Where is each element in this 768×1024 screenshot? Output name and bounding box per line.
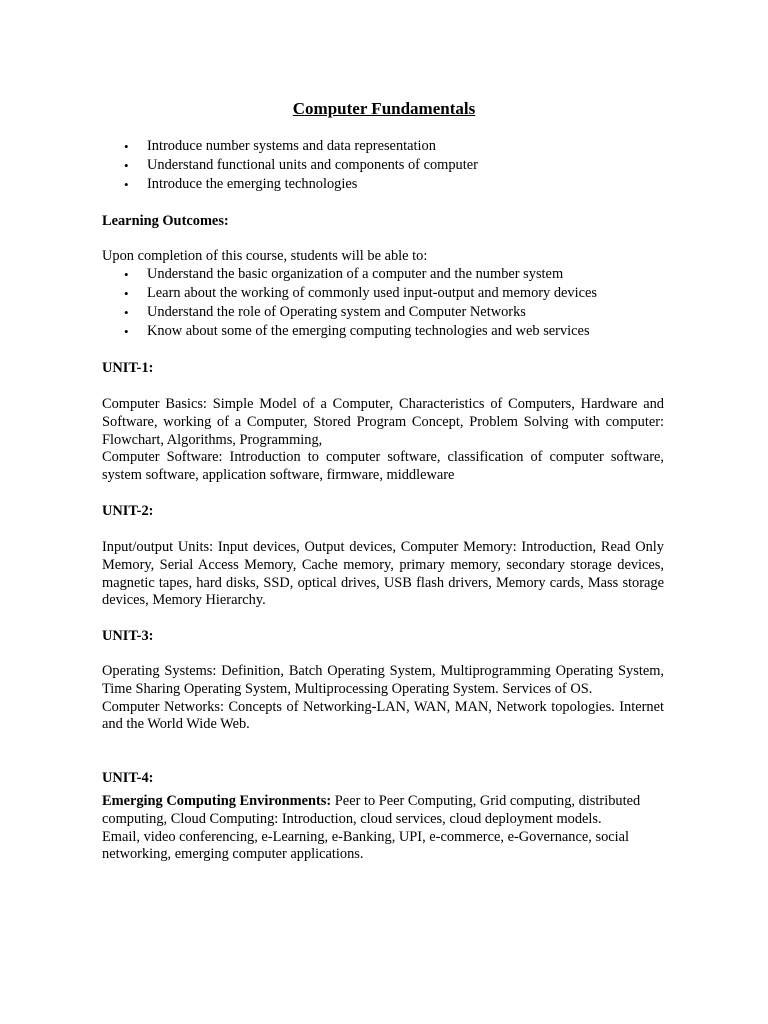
unit-1-body: [102, 396, 664, 485]
unit-3-body: [102, 663, 664, 734]
bullet-icon: •: [124, 139, 129, 154]
unit-4-lead: Emerging Computing Environments:: [102, 793, 332, 809]
unit-2-body: [102, 539, 664, 610]
outcomes-list: [102, 265, 664, 341]
unit-4-heading: UNIT-4:: [102, 770, 154, 786]
objectives-list: [102, 137, 664, 194]
unit-1-paragraph: Computer Basics: Simple Model of a Computer, Characteristics of Computers, Hardware and Software, working of a Computer, Stored Program Concept, Problem Solving with computer: Flowchart, Algorithms, Programming,: [102, 396, 664, 448]
unit-3-heading: UNIT-3:: [102, 628, 154, 644]
unit-2-heading: UNIT-2:: [102, 503, 154, 519]
unit-4-body: [102, 793, 664, 864]
list-item: • Know about some of the emerging computing technologies and web services: [124, 323, 590, 339]
unit-4-paragraph: Emerging Computing Environments: Peer to Peer Computing, Grid computing, distributed computing, Cloud Computing: Introduction, cloud services, cloud deployment models.: [102, 793, 641, 827]
bullet-icon: •: [124, 177, 129, 192]
list-item: • Understand the basic organization of a computer and the number system: [124, 266, 564, 282]
list-item: • Introduce the emerging technologies: [124, 176, 358, 192]
document-title: Computer Fundamentals: [292, 99, 476, 118]
unit-2-paragraph: Input/output Units: Input devices, Output devices, Computer Memory: Introduction, Read Only Memory, Serial Access Memory, Cache memory, primary memory, secondary storage devices, magnetic tapes, hard disks, SSD, optical drives, USB flash drivers, Memory cards, Mass storage devices, Memory Hierarchy.: [102, 539, 664, 609]
unit-1-heading: UNIT-1:: [102, 360, 154, 376]
bullet-icon: •: [124, 305, 129, 320]
bullet-icon: •: [124, 324, 129, 339]
unit-4-paragraph: Email, video conferencing, e-Learning, e-Banking, UPI, e-commerce, e-Governance, social networking, emerging computer applications.: [102, 828, 630, 863]
list-item: • Introduce number systems and data representation: [124, 138, 436, 154]
unit-3-paragraph: Computer Networks: Concepts of Networking-LAN, WAN, MAN, Network topologies. Internet and the World Wide Web.: [102, 698, 664, 733]
unit-1-paragraph: Computer Software: Introduction to computer software, classification of computer software, system software, application software, firmware, middleware: [102, 449, 664, 484]
learning-outcomes-heading: Learning Outcomes:: [102, 213, 229, 229]
list-item: • Learn about the working of commonly used input-output and memory devices: [124, 285, 598, 301]
unit-3-paragraph: Operating Systems: Definition, Batch Operating System, Multiprogramming Operating System, Time Sharing Operating System, Multiprocessing Operating System. Services of OS.: [102, 663, 664, 697]
outcomes-intro: Upon completion of this course, students will be able to:: [102, 248, 428, 264]
bullet-icon: •: [124, 158, 129, 173]
bullet-icon: •: [124, 286, 129, 301]
list-item: • Understand functional units and components of computer: [124, 157, 478, 173]
bullet-icon: •: [124, 267, 129, 282]
list-item: • Understand the role of Operating system and Computer Networks: [124, 304, 526, 320]
